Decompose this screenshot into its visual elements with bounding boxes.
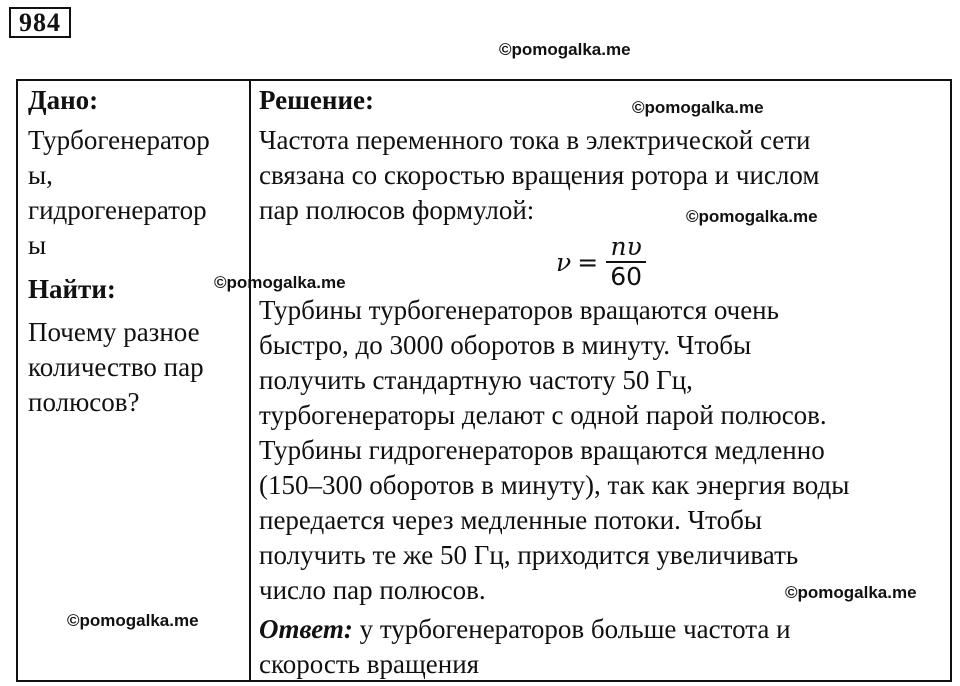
watermark: ©pomogalka.me xyxy=(214,273,346,292)
solution-line: пар полюсов формулой: xyxy=(259,195,535,225)
solution-line: число пар полюсов. xyxy=(259,575,486,605)
solution-line: Турбины турбогенераторов вращаются очень xyxy=(259,295,779,325)
solution-line: получить те же 50 Гц, приходится увеличивать xyxy=(259,540,799,570)
answer-line xyxy=(259,612,791,647)
solution-heading: Решение: xyxy=(259,85,374,115)
formula-numerator: nυ xyxy=(610,232,642,261)
watermark: ©pomogalka.me xyxy=(785,583,917,602)
column-divider xyxy=(249,79,251,682)
given-line: ы, xyxy=(28,160,53,190)
frequency-formula xyxy=(556,232,646,292)
solution-line: турбогенераторы делают с одной парой полюсов. xyxy=(259,400,827,430)
solution-line: Турбины гидрогенераторов вращаются медленно xyxy=(259,435,825,465)
watermark: ©pomogalka.me xyxy=(686,207,818,226)
formula-denominator: 60 xyxy=(610,262,643,291)
answer-text: у турбогенераторов больше частота и xyxy=(352,614,791,644)
formula-equals: = xyxy=(577,247,599,277)
solution-line: (150–300 оборотов в минуту), так как энергия воды xyxy=(259,470,850,500)
answer-line: скорость вращения xyxy=(259,649,480,679)
solution-line: связана со скоростью вращения ротора и числом xyxy=(259,160,820,190)
solution-line: получить стандартную частоту 50 Гц, xyxy=(259,365,693,395)
find-line: количество пар xyxy=(28,352,204,382)
solution-line: Частота переменного тока в электрической сети xyxy=(259,125,811,155)
find-heading: Найти: xyxy=(28,274,116,304)
find-line: Почему разное xyxy=(28,317,200,347)
formula-fraction xyxy=(606,233,646,291)
given-line: Турбогенератор xyxy=(28,125,210,155)
find-line: полюсов? xyxy=(28,387,140,417)
given-heading: Дано: xyxy=(28,85,99,115)
given-line: ы xyxy=(28,230,47,260)
solution-line: быстро, до 3000 оборотов в минуту. Чтобы xyxy=(259,330,752,360)
watermark: ©pomogalka.me xyxy=(67,611,199,630)
task-number: 984 xyxy=(9,7,71,38)
solution-line: передается через медленные потоки. Чтобы xyxy=(259,505,762,535)
watermark: ©pomogalka.me xyxy=(499,40,631,59)
given-line: гидрогенератор xyxy=(28,195,207,225)
formula-lhs: ν xyxy=(556,247,572,277)
answer-label: Ответ: xyxy=(259,614,353,644)
watermark: ©pomogalka.me xyxy=(632,98,764,117)
